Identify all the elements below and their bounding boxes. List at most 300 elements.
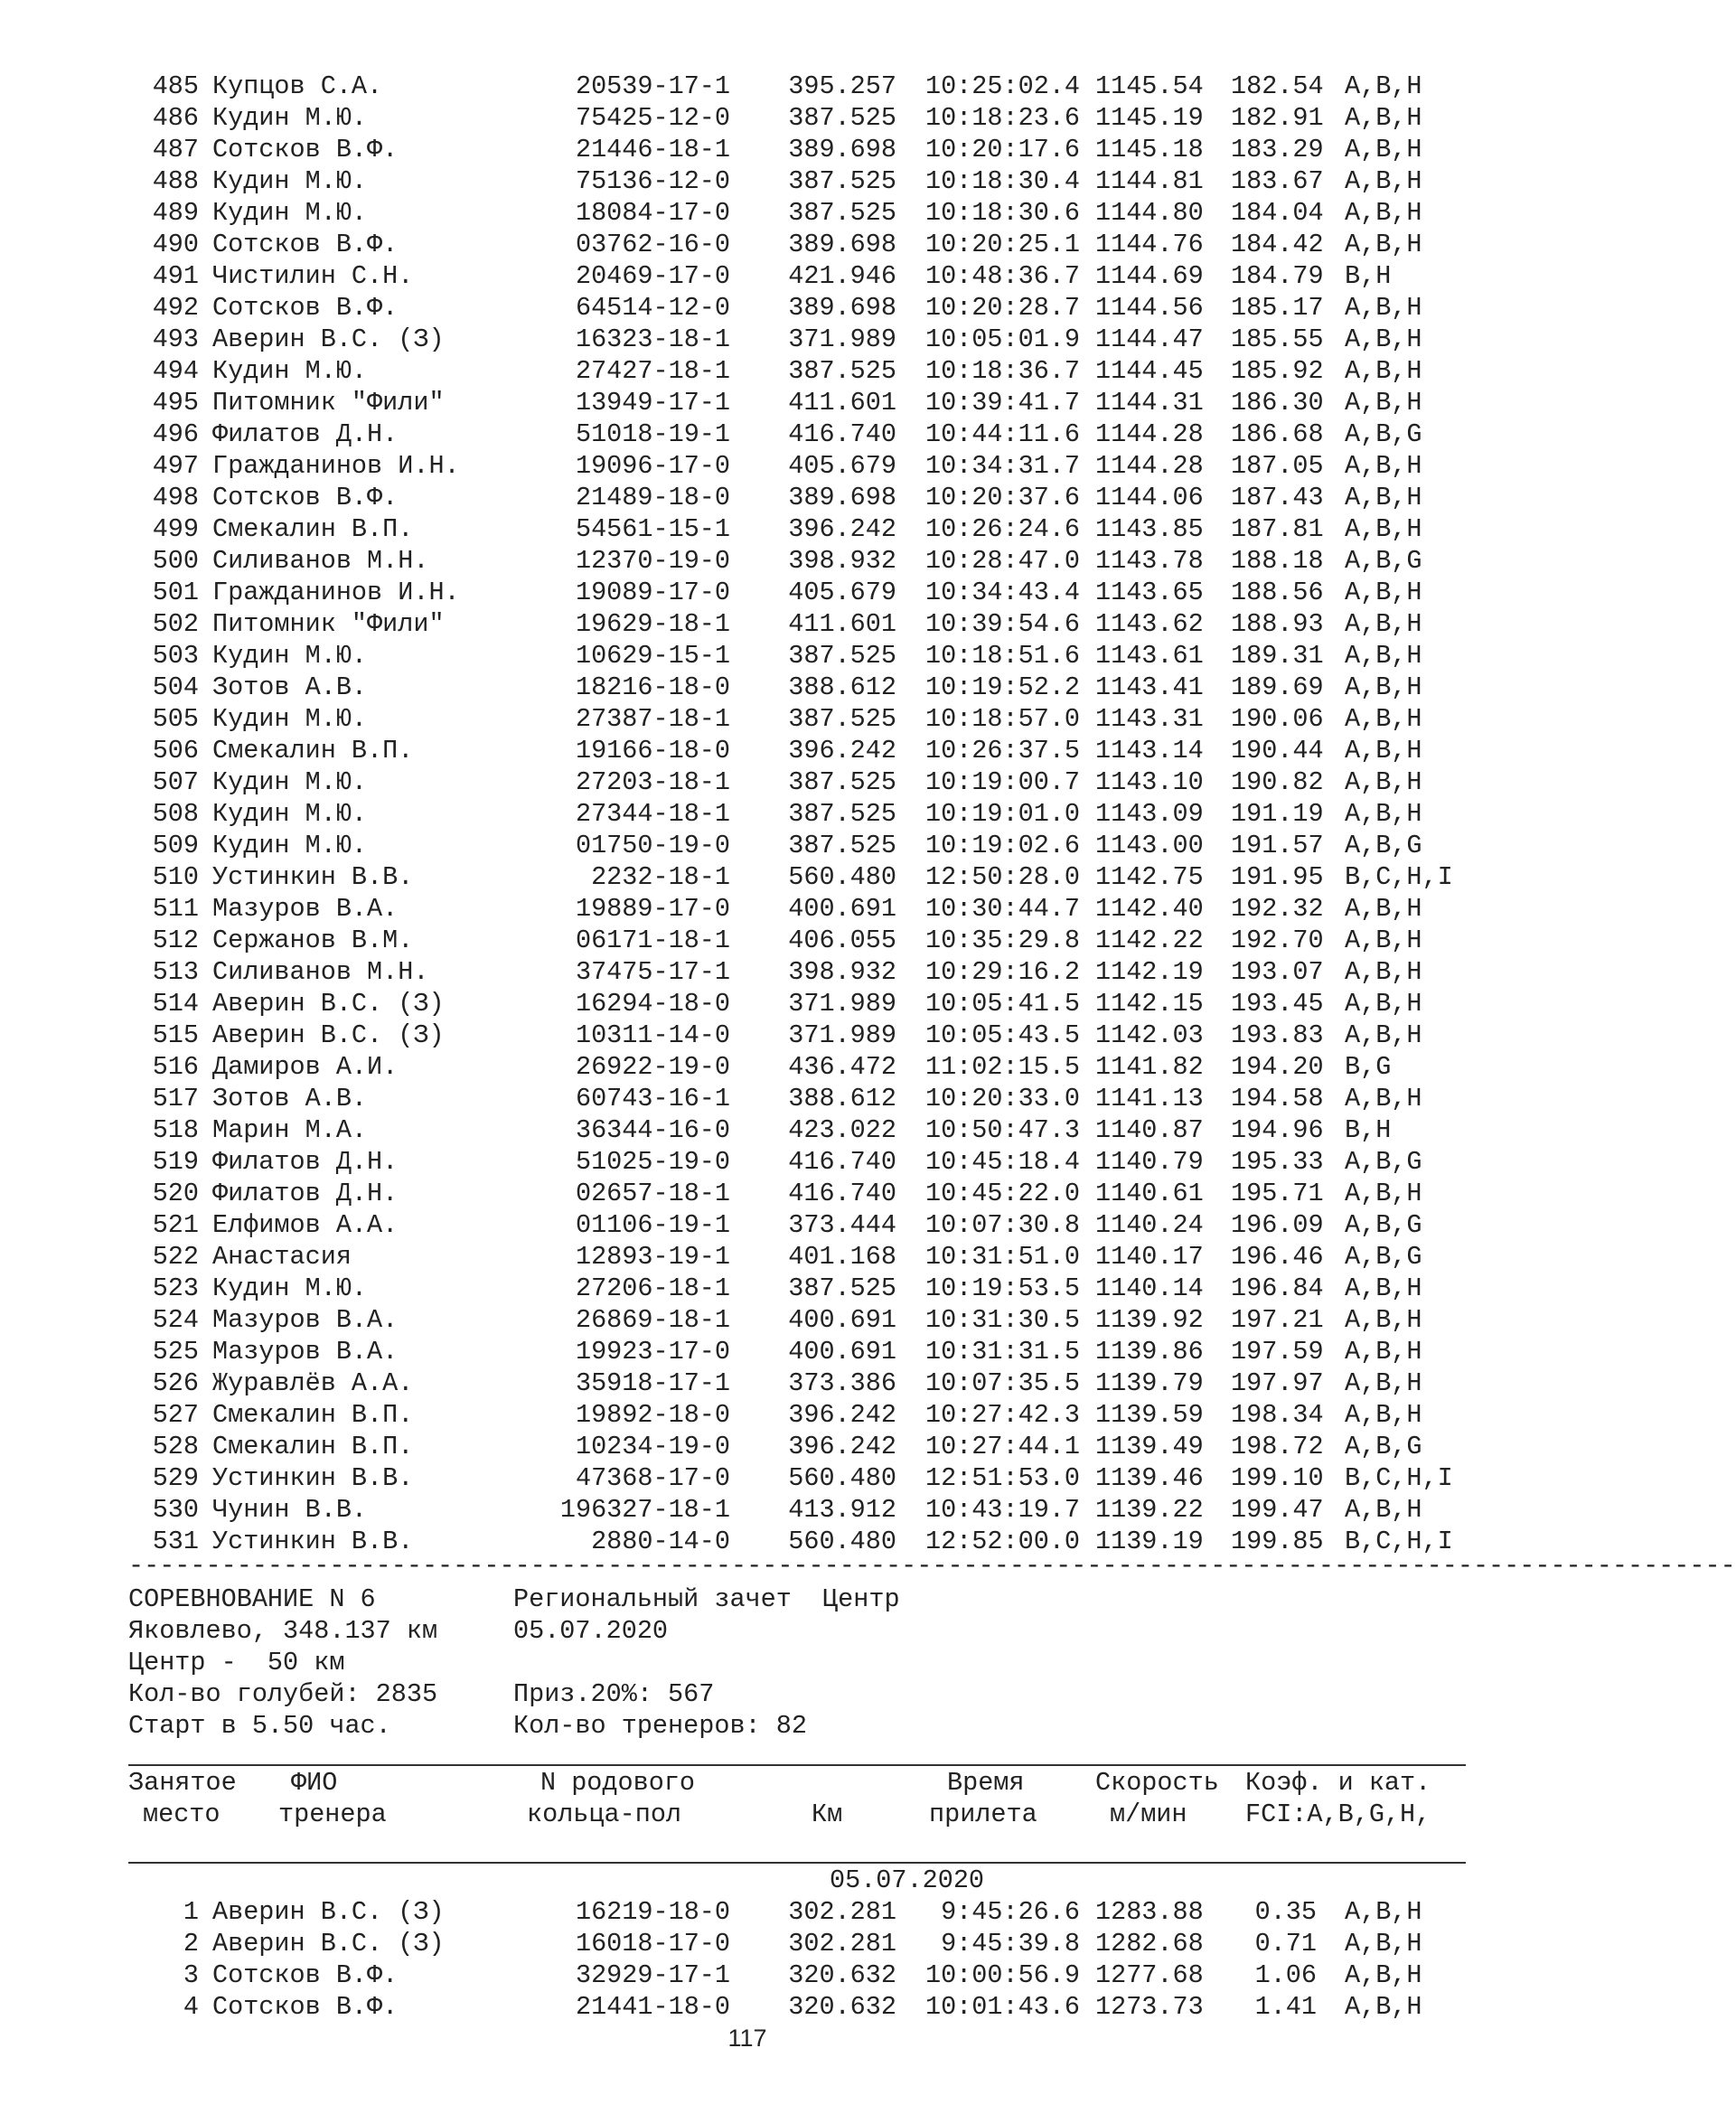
cell-place: 529 — [152, 1463, 199, 1493]
cell-name: Филатов Д.Н. — [212, 419, 399, 449]
table-row — [0, 735, 1495, 766]
cell-coef: 189.69 — [1231, 672, 1324, 702]
cell-ring: 20539-17-1 — [575, 71, 730, 101]
cell-cat: A,B,H — [1345, 1897, 1422, 1927]
cell-coef: 185.55 — [1231, 324, 1324, 354]
cell-km: 387.525 — [788, 799, 896, 829]
cell-place: 531 — [152, 1527, 199, 1556]
table-row — [0, 798, 1495, 830]
cell-cat: A,B,H — [1345, 641, 1422, 671]
cell-place: 508 — [152, 799, 199, 829]
cell-cat: A,B,H — [1345, 1400, 1422, 1430]
cell-coef: 189.31 — [1231, 641, 1324, 671]
cell-time: 10:31:30.5 — [924, 1305, 1080, 1335]
table-row — [0, 70, 1495, 102]
cell-km: 320.632 — [788, 1992, 896, 2022]
cell-place: 511 — [152, 894, 199, 924]
cell-time: 10:18:51.6 — [924, 641, 1080, 671]
cell-cat: A,B,H — [1345, 894, 1422, 924]
table-row — [0, 1019, 1495, 1051]
cell-ring: 13949-17-1 — [575, 388, 730, 418]
cell-time: 10:39:41.7 — [924, 388, 1080, 418]
cell-km: 405.679 — [788, 451, 896, 481]
cell-coef: 193.07 — [1231, 957, 1324, 987]
results-table-top — [0, 70, 1495, 1557]
cell-ring: 20469-17-0 — [575, 261, 730, 291]
cell-ring: 16018-17-0 — [575, 1929, 730, 1959]
cell-km: 395.257 — [788, 71, 896, 101]
cell-coef: 182.54 — [1231, 71, 1324, 101]
cell-ring: 51018-19-1 — [575, 419, 730, 449]
cell-ring: 18216-18-0 — [575, 672, 730, 702]
cell-place: 522 — [152, 1242, 199, 1272]
cell-speed: 1139.46 — [1095, 1463, 1204, 1493]
cell-cat: A,B,H — [1345, 799, 1422, 829]
cell-ring: 10311-14-0 — [575, 1020, 730, 1050]
header-name-1: ФИО — [291, 1768, 338, 1798]
cell-km: 396.242 — [788, 1400, 896, 1430]
cell-place: 512 — [152, 925, 199, 955]
cell-km: 373.386 — [788, 1368, 896, 1398]
cell-name: Смекалин В.П. — [212, 1432, 414, 1461]
cell-time: 10:44:11.6 — [924, 419, 1080, 449]
cell-name: Чунин В.В. — [212, 1495, 368, 1525]
cell-speed: 1143.41 — [1095, 672, 1204, 702]
cell-cat: A,B,H — [1345, 514, 1422, 544]
table-row — [0, 355, 1495, 387]
cell-cat: A,B,H — [1345, 356, 1422, 386]
cell-time: 10:20:33.0 — [924, 1084, 1080, 1113]
cell-km: 421.946 — [788, 261, 896, 291]
cell-place: 516 — [152, 1052, 199, 1082]
table-row — [0, 450, 1495, 482]
cell-coef: 199.10 — [1231, 1463, 1324, 1493]
competition-location: Яковлево, 348.137 км — [128, 1616, 438, 1646]
header-place-2: место — [143, 1799, 221, 1829]
cell-cat: A,B,H — [1345, 1960, 1422, 1990]
cell-name: Кудин М.Ю. — [212, 799, 368, 829]
cell-coef: 199.85 — [1231, 1527, 1324, 1556]
competition-date: 05.07.2020 — [513, 1616, 669, 1646]
cell-ring: 19089-17-0 — [575, 578, 730, 607]
cell-place: 499 — [152, 514, 199, 544]
cell-time: 10:27:42.3 — [924, 1400, 1080, 1430]
cell-speed: 1144.69 — [1095, 261, 1204, 291]
cell-time: 10:30:44.7 — [924, 894, 1080, 924]
cell-name: Чистилин С.Н. — [212, 261, 414, 291]
cell-km: 389.698 — [788, 230, 896, 259]
cell-place: 526 — [152, 1368, 199, 1398]
cell-cat: A,B,H — [1345, 103, 1422, 133]
cell-km: 387.525 — [788, 103, 896, 133]
cell-cat: A,B,H — [1345, 324, 1422, 354]
cell-time: 10:43:19.7 — [924, 1495, 1080, 1525]
cell-time: 10:26:37.5 — [924, 736, 1080, 766]
cell-name: Сотсков В.Ф. — [212, 483, 399, 512]
cell-ring: 27203-18-1 — [575, 767, 730, 797]
cell-cat: B,C,H,I — [1345, 862, 1453, 892]
cell-speed: 1139.59 — [1095, 1400, 1204, 1430]
cell-cat: B,H — [1345, 261, 1392, 291]
cell-km: 411.601 — [788, 609, 896, 639]
cell-ring: 37475-17-1 — [575, 957, 730, 987]
cell-name: Кудин М.Ю. — [212, 641, 368, 671]
cell-coef: 190.44 — [1231, 736, 1324, 766]
cell-name: Сержанов В.М. — [212, 925, 414, 955]
cell-speed: 1144.80 — [1095, 198, 1204, 228]
cell-speed: 1140.87 — [1095, 1115, 1204, 1145]
table-row — [0, 1991, 1495, 2023]
cell-speed: 1139.19 — [1095, 1527, 1204, 1556]
table-row — [0, 1399, 1495, 1431]
cell-speed: 1139.86 — [1095, 1337, 1204, 1367]
cell-ring: 32929-17-1 — [575, 1960, 730, 1990]
header-coef-2: FCI:A,B,G,H, — [1245, 1799, 1431, 1829]
cell-coef: 197.59 — [1231, 1337, 1324, 1367]
cell-km: 436.472 — [788, 1052, 896, 1082]
cell-name: Елфимов А.А. — [212, 1210, 399, 1240]
table-row — [0, 197, 1495, 229]
cell-ring: 51025-19-0 — [575, 1147, 730, 1177]
cell-speed: 1144.47 — [1095, 324, 1204, 354]
cell-speed: 1142.40 — [1095, 894, 1204, 924]
cell-name: Смекалин В.П. — [212, 1400, 414, 1430]
cell-ring: 10234-19-0 — [575, 1432, 730, 1461]
cell-name: Зотов А.В. — [212, 1084, 368, 1113]
cell-place: 4 — [183, 1992, 199, 2022]
cell-km: 373.444 — [788, 1210, 896, 1240]
cell-time: 10:19:52.2 — [924, 672, 1080, 702]
cell-coef: 183.29 — [1231, 135, 1324, 164]
cell-ring: 75425-12-0 — [575, 103, 730, 133]
cell-time: 10:07:30.8 — [924, 1210, 1080, 1240]
header-coef-1: Коэф. и кат. — [1245, 1768, 1431, 1798]
cell-ring: 54561-15-1 — [575, 514, 730, 544]
table-row — [0, 766, 1495, 798]
cell-speed: 1143.65 — [1095, 578, 1204, 607]
cell-place: 486 — [152, 103, 199, 133]
cell-speed: 1144.76 — [1095, 230, 1204, 259]
table-row — [0, 418, 1495, 450]
cell-name: Аверин В.С. (З) — [212, 1020, 445, 1050]
cell-km: 387.525 — [788, 198, 896, 228]
cell-place: 487 — [152, 135, 199, 164]
cell-km: 560.480 — [788, 1463, 896, 1493]
cell-coef: 191.95 — [1231, 862, 1324, 892]
header-speed-1: Скорость — [1095, 1768, 1219, 1798]
cell-km: 388.612 — [788, 672, 896, 702]
cell-coef: 198.72 — [1231, 1432, 1324, 1461]
header-place-1: Занятое — [128, 1768, 237, 1798]
cell-speed: 1143.85 — [1095, 514, 1204, 544]
cell-cat: A,B,H — [1345, 1495, 1422, 1525]
cell-ring: 16219-18-0 — [575, 1897, 730, 1927]
cell-place: 504 — [152, 672, 199, 702]
cell-cat: A,B,H — [1345, 767, 1422, 797]
cell-coef: 196.46 — [1231, 1242, 1324, 1272]
cell-place: 496 — [152, 419, 199, 449]
cell-speed: 1143.61 — [1095, 641, 1204, 671]
cell-coef: 187.43 — [1231, 483, 1324, 512]
cell-km: 405.679 — [788, 578, 896, 607]
cell-speed: 1283.88 — [1095, 1897, 1204, 1927]
table-row — [0, 830, 1495, 861]
cell-cat: A,B,H — [1345, 957, 1422, 987]
cell-coef: 183.67 — [1231, 166, 1324, 196]
table-row — [0, 956, 1495, 988]
cell-coef: 182.91 — [1231, 103, 1324, 133]
cell-ring: 75136-12-0 — [575, 166, 730, 196]
cell-coef: 195.71 — [1231, 1179, 1324, 1208]
cell-speed: 1142.75 — [1095, 862, 1204, 892]
cell-ring: 10629-15-1 — [575, 641, 730, 671]
cell-ring: 27387-18-1 — [575, 704, 730, 734]
cell-speed: 1143.31 — [1095, 704, 1204, 734]
cell-speed: 1141.82 — [1095, 1052, 1204, 1082]
cell-coef: 196.84 — [1231, 1273, 1324, 1303]
cell-coef: 186.68 — [1231, 419, 1324, 449]
cell-coef: 194.96 — [1231, 1115, 1324, 1145]
cell-time: 10:45:18.4 — [924, 1147, 1080, 1177]
cell-ring: 19166-18-0 — [575, 736, 730, 766]
table-row — [0, 229, 1495, 260]
cell-coef: 185.17 — [1231, 293, 1324, 323]
cell-km: 398.932 — [788, 957, 896, 987]
cell-km: 401.168 — [788, 1242, 896, 1272]
cell-name: Сотсков В.Ф. — [212, 135, 399, 164]
cell-km: 400.691 — [788, 1305, 896, 1335]
cell-km: 371.989 — [788, 324, 896, 354]
cell-cat: A,B,H — [1345, 1179, 1422, 1208]
cell-time: 10:31:51.0 — [924, 1242, 1080, 1272]
competition-prize: Приз.20%: 567 — [513, 1679, 715, 1709]
competition-trainers: Кол-во тренеров: 82 — [513, 1711, 807, 1741]
cell-coef: 192.32 — [1231, 894, 1324, 924]
cell-speed: 1273.73 — [1095, 1992, 1204, 2022]
cell-cat: A,B,H — [1345, 293, 1422, 323]
cell-time: 10:05:01.9 — [924, 324, 1080, 354]
cell-cat: A,B,H — [1345, 1273, 1422, 1303]
cell-time: 10:28:47.0 — [924, 546, 1080, 576]
table-row — [0, 260, 1495, 292]
cell-km: 387.525 — [788, 641, 896, 671]
cell-time: 10:19:00.7 — [924, 767, 1080, 797]
header-name-2: тренера — [278, 1799, 387, 1829]
cell-coef: 197.21 — [1231, 1305, 1324, 1335]
table-row — [0, 1431, 1495, 1462]
header-km: Км — [812, 1799, 843, 1829]
cell-cat: A,B,G — [1345, 546, 1422, 576]
cell-place: 520 — [152, 1179, 199, 1208]
cell-coef: 184.04 — [1231, 198, 1324, 228]
cell-coef: 186.30 — [1231, 388, 1324, 418]
cell-place: 510 — [152, 862, 199, 892]
cell-time: 12:50:28.0 — [924, 862, 1080, 892]
cell-name: Дамиров А.И. — [212, 1052, 399, 1082]
table-row — [0, 513, 1495, 545]
cell-place: 519 — [152, 1147, 199, 1177]
cell-speed: 1139.22 — [1095, 1495, 1204, 1525]
cell-ring: 01106-19-1 — [575, 1210, 730, 1240]
cell-name: Питомник "Фили" — [212, 609, 445, 639]
cell-name: Сотсков В.Ф. — [212, 293, 399, 323]
cell-place: 500 — [152, 546, 199, 576]
cell-place: 493 — [152, 324, 199, 354]
cell-km: 416.740 — [788, 1147, 896, 1177]
cell-place: 1 — [183, 1897, 199, 1927]
page-number: 117 — [727, 2025, 767, 2052]
cell-time: 9:45:26.6 — [941, 1897, 1080, 1927]
cell-place: 502 — [152, 609, 199, 639]
table-row — [0, 1209, 1495, 1241]
table-row — [0, 608, 1495, 640]
cell-km: 387.525 — [788, 1273, 896, 1303]
cell-time: 9:45:39.8 — [941, 1929, 1080, 1959]
cell-time: 10:18:30.4 — [924, 166, 1080, 196]
cell-ring: 19096-17-0 — [575, 451, 730, 481]
cell-name: Сотсков В.Ф. — [212, 1992, 399, 2022]
table-row — [0, 1928, 1495, 1959]
cell-place: 498 — [152, 483, 199, 512]
cell-speed: 1142.15 — [1095, 989, 1204, 1019]
cell-speed: 1140.14 — [1095, 1273, 1204, 1303]
cell-name: Устинкин В.В. — [212, 862, 414, 892]
cell-place: 517 — [152, 1084, 199, 1113]
table-row — [0, 102, 1495, 134]
cell-time: 10:00:56.9 — [924, 1960, 1080, 1990]
cell-speed: 1143.10 — [1095, 767, 1204, 797]
cell-speed: 1145.19 — [1095, 103, 1204, 133]
cell-name: Аверин В.С. (З) — [212, 324, 445, 354]
cell-km: 396.242 — [788, 514, 896, 544]
competition-title: СОРЕВНОВАНИЕ N 6 — [128, 1584, 376, 1614]
cell-ring: 27206-18-1 — [575, 1273, 730, 1303]
cell-place: 3 — [183, 1960, 199, 1990]
cell-speed: 1140.61 — [1095, 1179, 1204, 1208]
cell-name: Гражданинов И.Н. — [212, 451, 460, 481]
cell-ring: 02657-18-1 — [575, 1179, 730, 1208]
cell-ring: 19923-17-0 — [575, 1337, 730, 1367]
header-time-1: Время — [947, 1768, 1025, 1798]
cell-ring: 26869-18-1 — [575, 1305, 730, 1335]
table-row — [0, 1896, 1495, 1928]
cell-place: 503 — [152, 641, 199, 671]
cell-speed: 1144.81 — [1095, 166, 1204, 196]
cell-coef: 1.41 — [1254, 1992, 1317, 2022]
cell-coef: 0.35 — [1254, 1897, 1317, 1927]
cell-coef: 184.42 — [1231, 230, 1324, 259]
table-row — [0, 577, 1495, 608]
cell-time: 10:39:54.6 — [924, 609, 1080, 639]
table-row — [0, 672, 1495, 703]
cell-cat: B,C,H,I — [1345, 1463, 1453, 1493]
cell-place: 2 — [183, 1929, 199, 1959]
cell-place: 505 — [152, 704, 199, 734]
cell-speed: 1139.49 — [1095, 1432, 1204, 1461]
cell-km: 388.612 — [788, 1084, 896, 1113]
cell-km: 387.525 — [788, 356, 896, 386]
cell-time: 10:19:53.5 — [924, 1273, 1080, 1303]
table-row — [0, 1178, 1495, 1209]
cell-speed: 1140.17 — [1095, 1242, 1204, 1272]
cell-cat: B,G — [1345, 1052, 1392, 1082]
cell-cat: A,B,H — [1345, 736, 1422, 766]
competition-start: Старт в 5.50 час. — [128, 1711, 391, 1741]
cell-name: Журавлёв А.А. — [212, 1368, 414, 1398]
cell-place: 523 — [152, 1273, 199, 1303]
cell-ring: 60743-16-1 — [575, 1084, 730, 1113]
cell-cat: A,B,H — [1345, 1992, 1422, 2022]
cell-cat: A,B,H — [1345, 609, 1422, 639]
cell-speed: 1143.00 — [1095, 831, 1204, 860]
cell-name: Купцов С.А. — [212, 71, 383, 101]
cell-name: Устинкин В.В. — [212, 1463, 414, 1493]
cell-place: 495 — [152, 388, 199, 418]
cell-place: 513 — [152, 957, 199, 987]
cell-km: 406.055 — [788, 925, 896, 955]
cell-km: 398.932 — [788, 546, 896, 576]
cell-coef: 195.33 — [1231, 1147, 1324, 1177]
cell-name: Кудин М.Ю. — [212, 356, 368, 386]
cell-km: 400.691 — [788, 1337, 896, 1367]
cell-cat: A,B,H — [1345, 198, 1422, 228]
header-time-2: прилета — [929, 1799, 1037, 1829]
cell-coef: 191.19 — [1231, 799, 1324, 829]
cell-coef: 193.83 — [1231, 1020, 1324, 1050]
competition-center: Центр - 50 км — [128, 1648, 345, 1677]
cell-coef: 199.47 — [1231, 1495, 1324, 1525]
cell-name: Силиванов М.Н. — [212, 957, 429, 987]
cell-place: 494 — [152, 356, 199, 386]
cell-time: 12:51:53.0 — [924, 1463, 1080, 1493]
cell-place: 525 — [152, 1337, 199, 1367]
cell-speed: 1145.18 — [1095, 135, 1204, 164]
table-row — [0, 1241, 1495, 1273]
cell-speed: 1144.56 — [1095, 293, 1204, 323]
cell-time: 10:34:43.4 — [924, 578, 1080, 607]
table-row — [0, 893, 1495, 925]
cell-ring: 21446-18-1 — [575, 135, 730, 164]
cell-ring: 06171-18-1 — [575, 925, 730, 955]
cell-coef: 188.56 — [1231, 578, 1324, 607]
cell-km: 411.601 — [788, 388, 896, 418]
cell-coef: 187.05 — [1231, 451, 1324, 481]
cell-ring: 16294-18-0 — [575, 989, 730, 1019]
table-row — [0, 703, 1495, 735]
cell-place: 501 — [152, 578, 199, 607]
cell-ring: 35918-17-1 — [575, 1368, 730, 1398]
cell-time: 10:34:31.7 — [924, 451, 1080, 481]
cell-coef: 191.57 — [1231, 831, 1324, 860]
cell-time: 10:31:31.5 — [924, 1337, 1080, 1367]
cell-ring: 19629-18-1 — [575, 609, 730, 639]
table-row — [0, 387, 1495, 418]
header-ring-1: N родового — [540, 1768, 696, 1798]
cell-name: Кудин М.Ю. — [212, 166, 368, 196]
cell-cat: B,H — [1345, 1115, 1392, 1145]
cell-coef: 196.09 — [1231, 1210, 1324, 1240]
table-row — [0, 1051, 1495, 1083]
dashed-separator: -------------------------------------------------------------------------------------------------------- — [128, 1551, 1736, 1581]
cell-ring: 196327-18-1 — [559, 1495, 730, 1525]
cell-place: 497 — [152, 451, 199, 481]
cell-ring: 27427-18-1 — [575, 356, 730, 386]
cell-place: 527 — [152, 1400, 199, 1430]
cell-cat: A,B,G — [1345, 419, 1422, 449]
cell-coef: 193.45 — [1231, 989, 1324, 1019]
cell-speed: 1142.19 — [1095, 957, 1204, 987]
cell-cat: A,B,H — [1345, 135, 1422, 164]
